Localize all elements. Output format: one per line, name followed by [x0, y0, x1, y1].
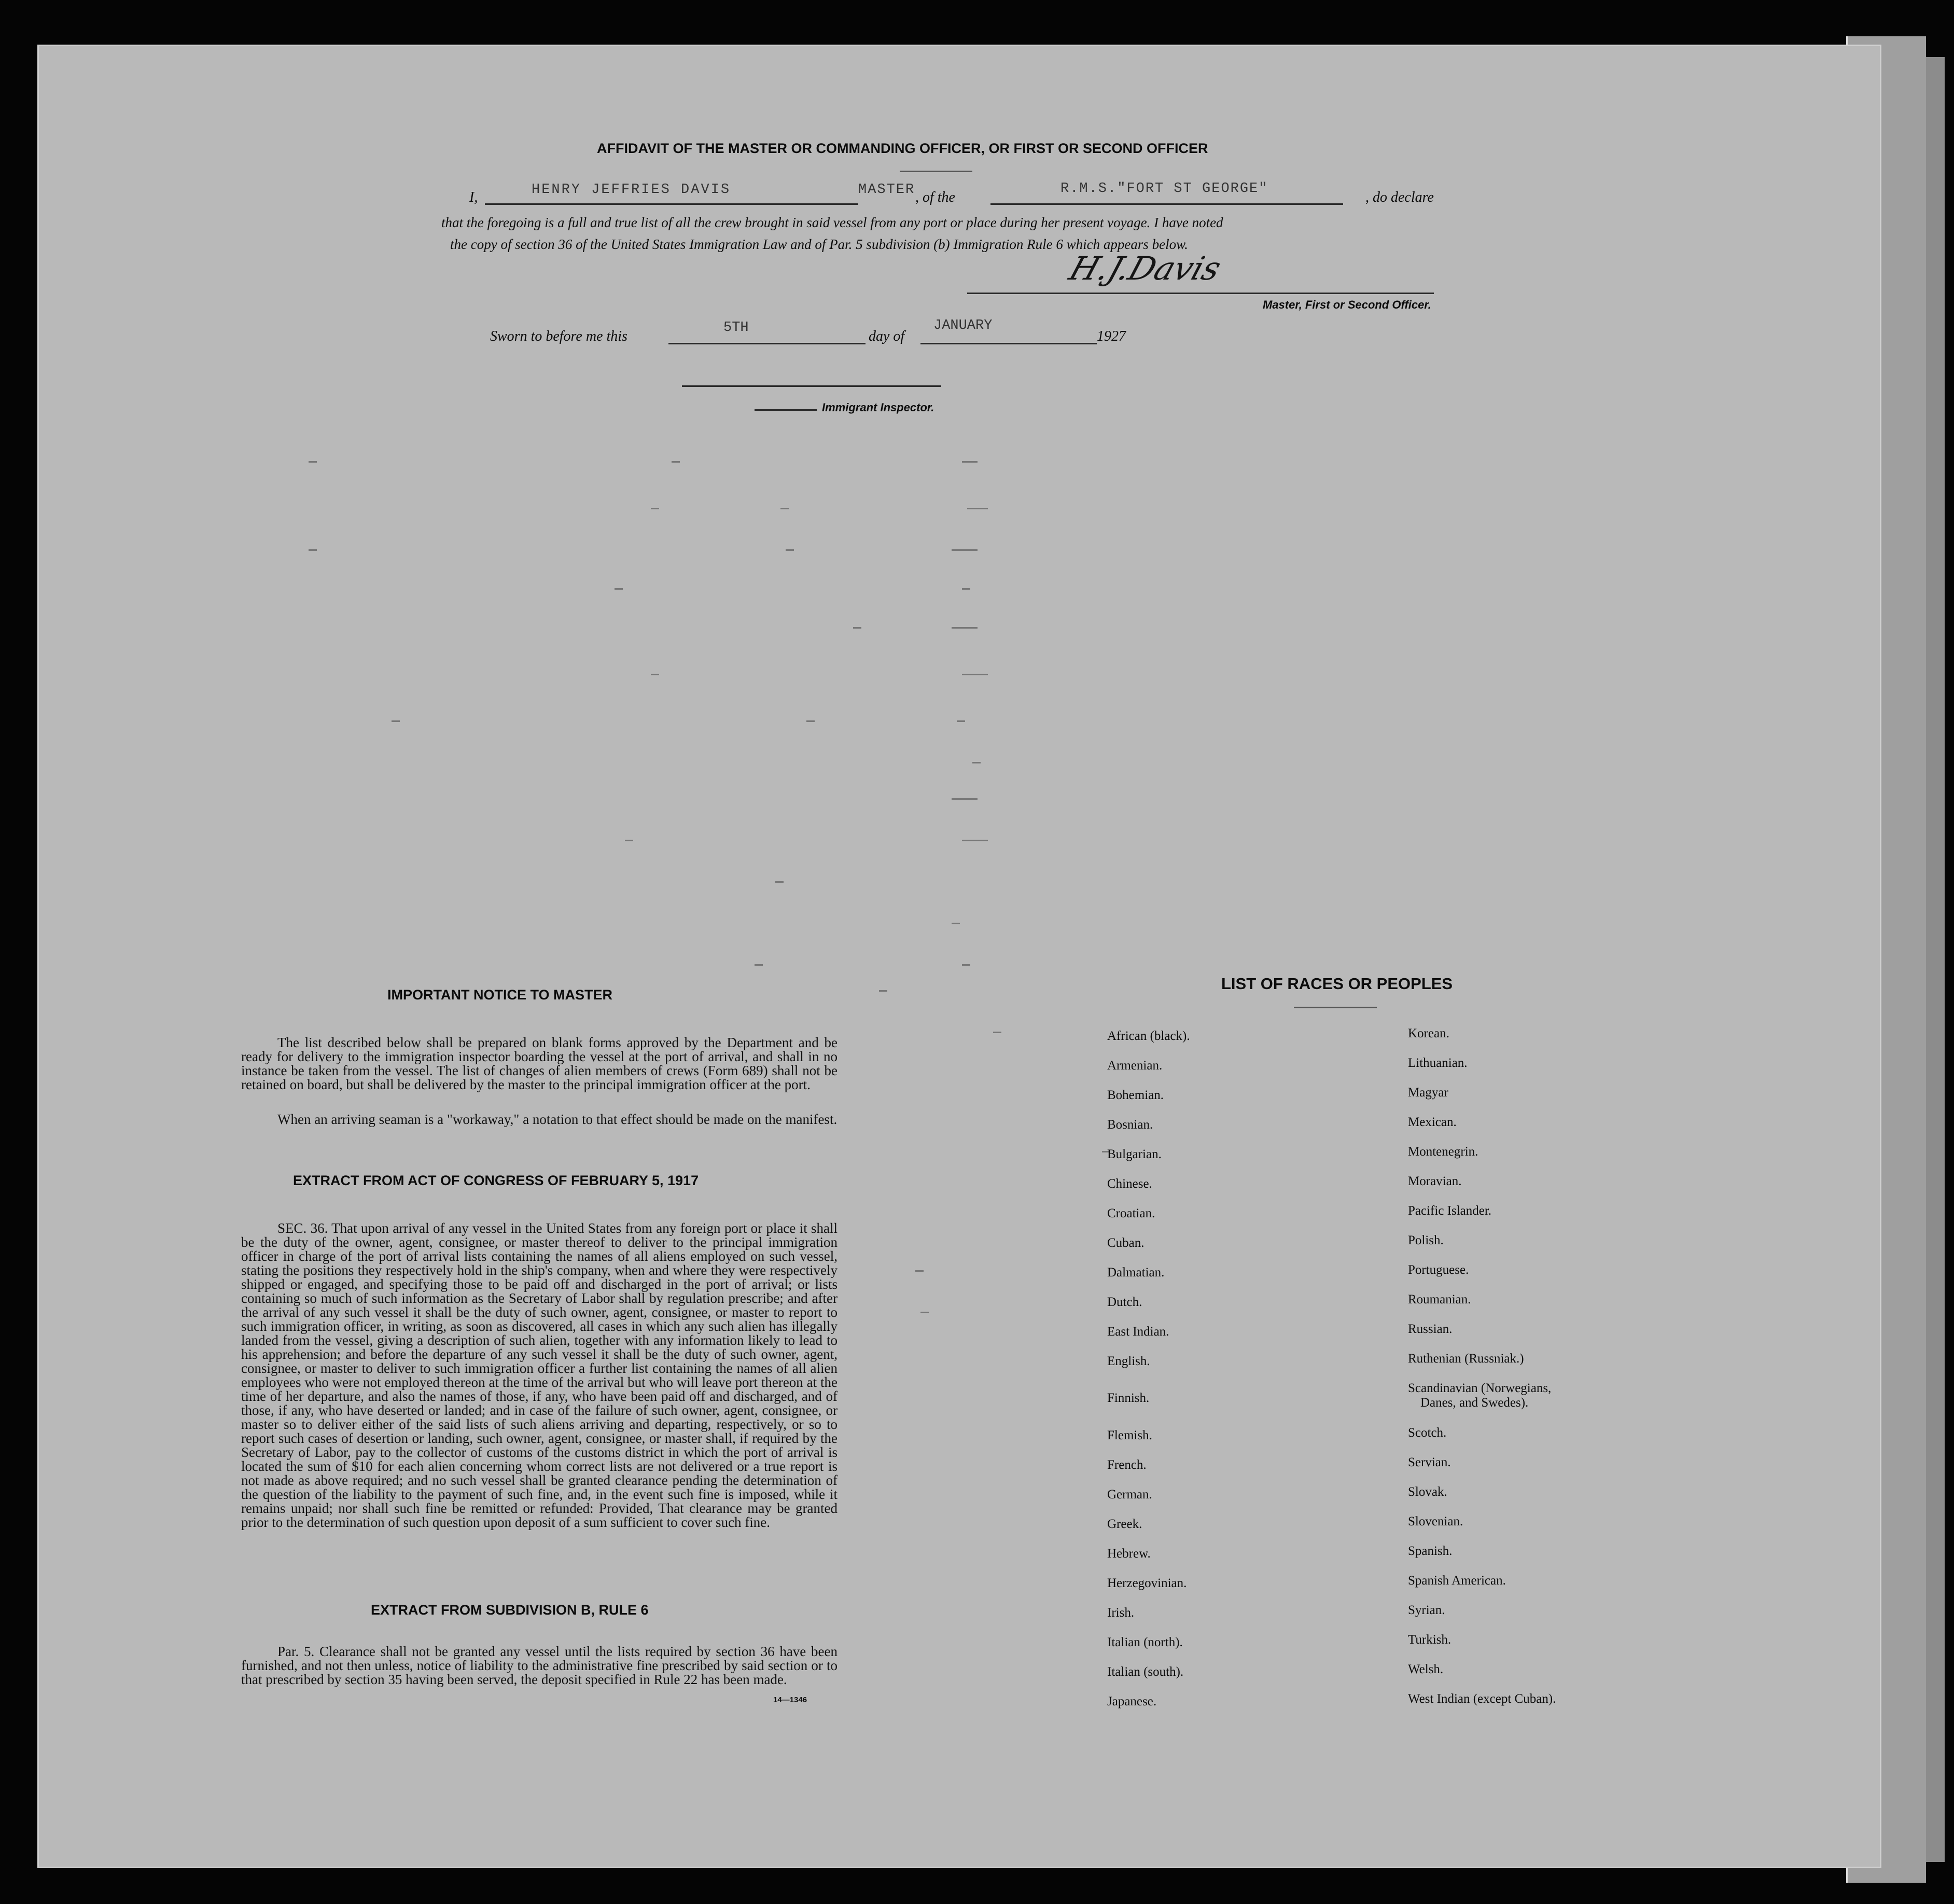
sworn-label: Sworn to before me this [490, 328, 627, 344]
race-item: Herzegovinian. [1107, 1576, 1187, 1590]
race-item: Dutch. [1107, 1295, 1142, 1309]
sworn-day-field: 5TH [723, 320, 749, 336]
race-item: Pacific Islander. [1408, 1204, 1492, 1218]
vessel-name-field: R.M.S."FORT ST GEORGE" [1060, 181, 1268, 197]
bleed-through-mark [651, 674, 659, 675]
race-item: Scandinavian (Norwegians, [1408, 1381, 1552, 1395]
race-item: Scotch. [1408, 1426, 1447, 1440]
master-name-field: HENRY JEFFRIES DAVIS [532, 182, 731, 198]
race-item: Italian (north). [1107, 1635, 1183, 1649]
bleed-through-mark [915, 1270, 924, 1272]
notice-heading: IMPORTANT NOTICE TO MASTER [387, 987, 612, 1003]
bleed-through-mark [967, 508, 988, 509]
race-item: Mexican. [1408, 1115, 1457, 1129]
bleed-through-mark [920, 1312, 929, 1313]
race-item: Chinese. [1107, 1177, 1152, 1191]
race-item: Flemish. [1107, 1428, 1152, 1442]
race-item: Slovak. [1408, 1485, 1447, 1499]
race-item: Moravian. [1408, 1174, 1462, 1188]
race-item: Portuguese. [1408, 1263, 1469, 1277]
race-item: Roumanian. [1408, 1293, 1471, 1307]
race-item: Servian. [1408, 1455, 1451, 1469]
bleed-through-mark [780, 508, 789, 509]
race-item: Turkish. [1408, 1633, 1451, 1647]
sworn-year: 1927 [1097, 328, 1126, 344]
race-item: Spanish. [1408, 1544, 1453, 1558]
notice-paragraph-1: The list described below shall be prepared on blank forms approved by the Department and be ready for delivery to the immigration inspector boarding the vessel at the port of arrival, and shall in no instance be taken from the vessel. The list of changes of alien members of crews (Form 689) shall not be retained on board, but shall be delivered by the master to the principal immigration officer at the port. [241, 1035, 838, 1092]
affidavit-body-line-1: that the foregoing is a full and true list of all the crew brought in said vessel from any port or place during her present voyage. I have noted [441, 215, 1223, 230]
bleed-through-mark [962, 674, 988, 675]
bleed-through-mark [962, 964, 970, 966]
bleed-through-mark [309, 549, 317, 551]
bleed-through-mark [962, 461, 978, 463]
race-item: African (black). [1107, 1029, 1190, 1043]
vessel-field-line [990, 203, 1343, 205]
act-extract-heading: EXTRACT FROM ACT OF CONGRESS OF FEBRUARY 5, 1917 [293, 1173, 699, 1188]
race-item: English. [1107, 1354, 1150, 1368]
bleed-through-mark [615, 588, 623, 590]
signature-caption: Master, First or Second Officer. [1263, 298, 1431, 311]
signature-line [967, 293, 1434, 294]
bleed-through-mark [957, 720, 965, 722]
sworn-day-line [668, 343, 866, 344]
bleed-through-mark [625, 840, 633, 841]
race-item: East Indian. [1107, 1325, 1169, 1339]
sworn-month-field: JANUARY [933, 318, 993, 333]
bleed-through-mark [972, 762, 981, 763]
race-item: Russian. [1408, 1322, 1453, 1336]
bleed-through-mark [952, 798, 978, 800]
race-item: Irish. [1107, 1606, 1135, 1620]
of-the-label: , of the [915, 189, 955, 205]
race-item: Polish. [1408, 1233, 1444, 1247]
races-heading-underline [1294, 1007, 1377, 1008]
i-label: I, [469, 189, 478, 205]
affidavit-title: AFFIDAVIT OF THE MASTER OR COMMANDING OFFICER, OR FIRST OR SECOND OFFICER [597, 141, 1208, 156]
bleed-through-mark [392, 720, 400, 722]
race-item: Greek. [1107, 1517, 1142, 1531]
bleed-through-mark [962, 840, 988, 841]
race-item: Hebrew. [1107, 1547, 1151, 1561]
inspector-short-line [755, 409, 817, 411]
bleed-through-mark [775, 881, 784, 883]
race-item: Bohemian. [1107, 1088, 1164, 1102]
race-item: Italian (south). [1107, 1665, 1184, 1679]
race-item: Slovenian. [1408, 1514, 1463, 1528]
bleed-through-mark [651, 508, 659, 509]
bleed-through-mark [952, 627, 978, 629]
bleed-through-mark [952, 923, 960, 924]
race-item: Bosnian. [1107, 1118, 1153, 1132]
inspector-label: Immigrant Inspector. [822, 401, 934, 414]
race-item: Croatian. [1107, 1206, 1155, 1220]
race-item: Magyar [1408, 1086, 1448, 1100]
race-item: Dalmatian. [1107, 1266, 1165, 1280]
bleed-through-mark [952, 549, 978, 551]
rule-extract-heading: EXTRACT FROM SUBDIVISION B, RULE 6 [371, 1602, 649, 1618]
bleed-through-mark [962, 588, 970, 590]
race-item: German. [1107, 1488, 1152, 1502]
do-declare-label: , do declare [1365, 189, 1434, 205]
bleed-through-mark [672, 461, 680, 463]
name-field-line [485, 203, 858, 205]
race-item: Lithuanian. [1408, 1056, 1468, 1070]
title-underline [900, 171, 972, 172]
affidavit-body-line-2: the copy of section 36 of the United States Immigration Law and of Par. 5 subdivision (b) Immigration Rule 6 which appears below. [450, 237, 1188, 252]
bleed-through-mark [879, 990, 887, 992]
race-item: Finnish. [1107, 1391, 1150, 1405]
bleed-through-mark [786, 549, 794, 551]
race-item: Spanish American. [1408, 1574, 1506, 1588]
race-item: Armenian. [1107, 1059, 1163, 1073]
race-item: West Indian (except Cuban). [1408, 1692, 1556, 1706]
day-of-label: day of [869, 328, 905, 344]
race-item: Japanese. [1107, 1694, 1157, 1708]
race-item: Ruthenian (Russniak.) [1408, 1352, 1524, 1366]
race-item: Cuban. [1107, 1236, 1145, 1250]
act-extract-text: SEC. 36. That upon arrival of any vessel in the United States from any foreign port or place it shall be the duty of the owner, agent, consignee, or master thereof to deliver to the principal immigration officer in charge of the port of arrival lists containing the names of all aliens employed on such vessel, stating the positions they respectively hold in the ship's company, when and where they were respectively shipped or engaged, and specifying those to be paid off and discharged in the port of arrival; or lists containing so much of such information as the Secretary of Labor shall by regulation prescribe; and after the arrival of any such vessel it shall be the duty of such owner, agent, consignee, or master to report to such immigration officer, in writing, as soon as discovered, all cases in which any such alien has illegally landed from the vessel, giving a description of such alien, together with any information likely to lead to his apprehension; and before the departure of any such vessel it shall be the duty of such owner, agent, consignee, or master to deliver to such immigration officer a further list containing the names of all alien employees who were not employed thereon at the time of the arrival but who will leave port thereon at the time of her departure, and also the names of those, if any, who have been paid off and discharged, and of those, if any, who have deserted or landed; and in case of the failure of such owner, agent, consignee, or master so to deliver either of the said lists of such aliens arriving and departing, respectively, or so to report such cases of desertion or landing, such owner, agent, consignee, or master shall, if required by the Secretary of Labor, pay to the collector of customs of the customs district in which the port of arrival is located the sum of $10 for each alien concerning whom correct lists are not delivered or a true report is not made as above required; and no such vessel shall be granted clearance pending the determination of the question of the liability to the payment of such fine, and, in the event such fine is imposed, while it remains unpaid; nor shall such fine be remitted or refunded: Provided, That clearance may be granted prior to the determination of such question upon deposit of a sum sufficient to cover such fine. [241, 1220, 838, 1530]
bleed-through-mark [806, 720, 815, 722]
races-heading: LIST OF RACES OR PEOPLES [1221, 975, 1453, 993]
inspector-signature-line [682, 385, 941, 387]
race-item: French. [1107, 1458, 1147, 1472]
bleed-through-mark [755, 964, 763, 966]
bleed-through-mark [993, 1032, 1001, 1033]
manifest-sheet [37, 45, 1881, 1868]
rank-field: MASTER [858, 182, 915, 198]
race-item: Korean. [1408, 1026, 1449, 1040]
sworn-month-line [920, 343, 1097, 344]
notice-paragraph-2: When an arriving seaman is a "workaway," a notation to that effect should be made on the manifest. [277, 1111, 838, 1127]
bleed-through-mark [309, 461, 317, 463]
race-item: Welsh. [1408, 1662, 1444, 1676]
master-signature: H.J.Davis [1065, 249, 1226, 287]
bleed-through-mark [853, 627, 861, 629]
race-item: Montenegrin. [1408, 1145, 1478, 1159]
race-item: Syrian. [1408, 1603, 1445, 1617]
race-item: Danes, and Swedes). [1420, 1396, 1529, 1410]
form-number: 14—1346 [773, 1695, 807, 1704]
race-item: Bulgarian. [1107, 1147, 1162, 1161]
rule-extract-text: Par. 5. Clearance shall not be granted any vessel until the lists required by section 36 have been furnished, and not then unless, notice of liability to the administrative fine prescribed by said section or to that prescribed by section 35 having been served, the deposit specified in Rule 22 has been made. [241, 1644, 838, 1687]
